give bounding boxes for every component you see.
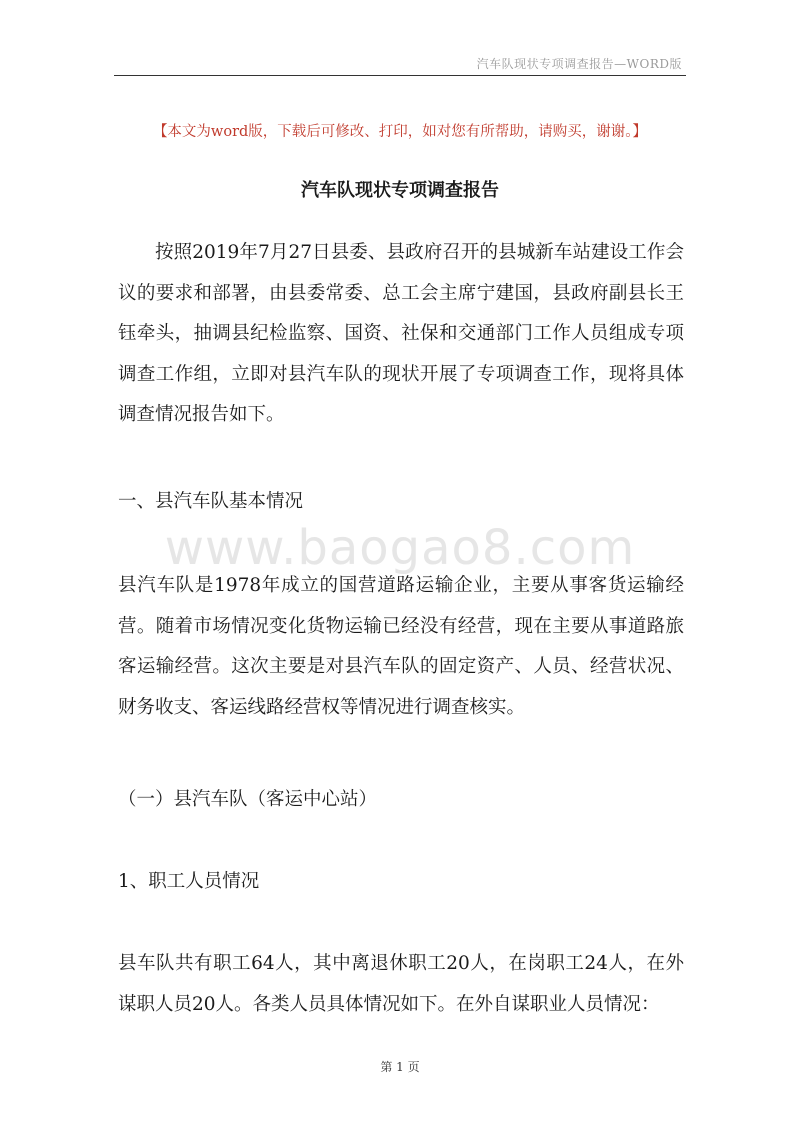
header-divider bbox=[114, 75, 686, 76]
running-header: 汽车队现状专项调查报告—WORD版 bbox=[476, 57, 682, 71]
subsection-1-heading: （一）县汽车队（客运中心站） bbox=[118, 789, 378, 810]
section-1-body: 县汽车队是1978年成立的国营道路运输企业，主要从事客货运输经营。随着市场情况变化货物运输已经没有经营，现在主要从事道路旅客运输经营。这次主要是对县汽车队的固定资产、人员、经营状况、财务收支、客运线路经营权等情况进行调查核实。 bbox=[118, 575, 684, 718]
purchase-notice: 【本文为word版，下载后可修改、打印，如对您有所帮助，请购买，谢谢。】 bbox=[152, 124, 648, 140]
watermark: www.baogao8.com bbox=[164, 520, 636, 576]
page-number: 第 1 页 bbox=[380, 1060, 420, 1074]
item-1-heading: 1、职工人员情况 bbox=[118, 871, 260, 892]
intro-paragraph: 按照2019年7月27日县委、县政府召开的县城新车站建设工作会议的要求和部署，由县委常委、总工会主席宁建国，县政府副县长王钰牵头，抽调县纪检监察、国资、社保和交通部门工作人员组成专项调查工作组，立即对县汽车队的现状开展了专项调查工作，现将具体调查情况报告如下。 bbox=[118, 242, 684, 425]
section-1-heading: 一、县汽车队基本情况 bbox=[118, 491, 304, 512]
document-title: 汽车队现状专项调查报告 bbox=[301, 180, 499, 201]
item-1-body: 县车队共有职工64人，其中离退休职工20人，在岗职工24人，在外谋职人员20人。各类人员具体情况如下。在外自谋职业人员情况： bbox=[118, 953, 684, 1015]
